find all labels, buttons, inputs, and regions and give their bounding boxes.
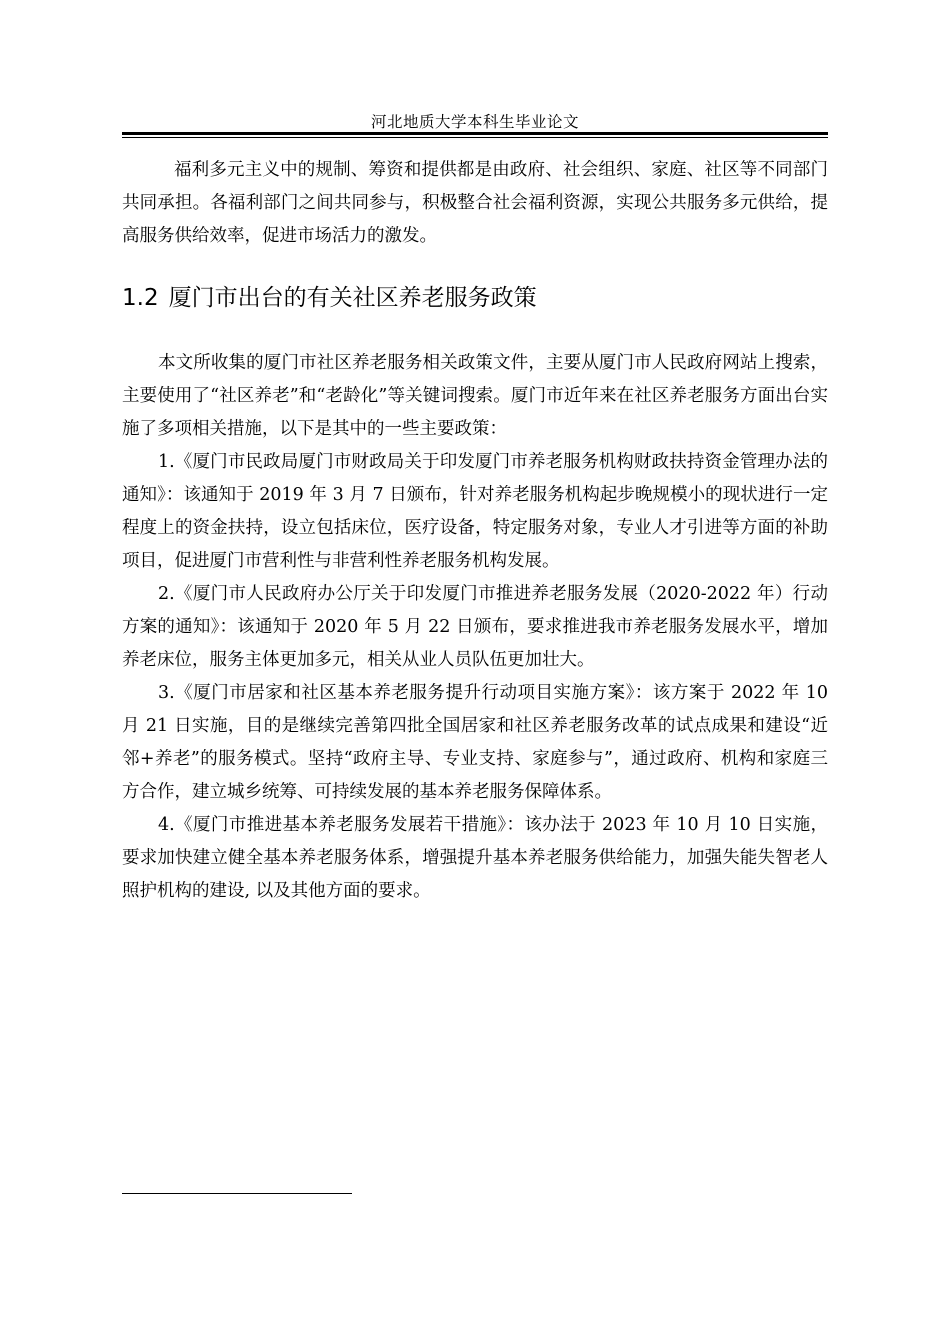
section-number: 1.2 <box>122 285 159 311</box>
header-rule-thick <box>122 132 828 135</box>
policy-intro-paragraph: 本文所收集的厦门市社区养老服务相关政策文件，主要从厦门市人民政府网站上搜索，主要使用了“社区养老”和“老龄化”等关键词搜索。厦门市近年来在社区养老服务方面出台实施了多项相关措施，以下是其中的一些主要政策： <box>122 353 828 439</box>
policy-item-3: 3.《厦门市居家和社区基本养老服务提升行动项目实施方案》：该方案于 2022 年 10 月 21 日实施，目的是继续完善第四批全国居家和社区养老服务改革的试点成果和建设“近邻+养老”的服务模式。坚持“政府主导、专业支持、家庭参与”，通过政府、机构和家庭三方合作，建立城乡统筹、可持续发展的基本养老服务保障体系。 <box>122 683 828 802</box>
running-header: 河北地质大学本科生毕业论文 <box>370 113 579 131</box>
policy-item-2: 2.《厦门市人民政府办公厅关于印发厦门市推进养老服务发展（2020-2022 年）行动方案的通知》：该通知于 2020 年 5 月 22 日颁布，要求推进我市养老服务发展水平，增加养老床位，服务主体更加多元，相关从业人员队伍更加壮大。 <box>122 584 828 670</box>
section-heading <box>122 280 828 316</box>
intro-paragraph: 福利多元主义中的规制、筹资和提供都是由政府、社会组织、家庭、社区等不同部门共同承担。各福利部门之间共同参与，积极整合社会福利资源，实现公共服务多元供给，提高服务供给效率，促进市场活力的激发。 <box>122 160 828 246</box>
policy-item-4: 4.《厦门市推进基本养老服务发展若干措施》：该办法于 2023 年 10 月 10 日实施，要求加快建立健全基本养老服务体系，增强提升基本养老服务供给能力，加强失能失智老人照护机构的建设, 以及其他方面的要求。 <box>122 815 828 901</box>
header-rule-thin <box>122 137 828 138</box>
footnote-separator <box>122 1193 352 1194</box>
section-title: 厦门市出台的有关社区养老服务政策 <box>168 285 537 311</box>
policy-section-body <box>122 347 828 908</box>
policy-item-1: 1.《厦门市民政局厦门市财政局关于印发厦门市养老服务机构财政扶持资金管理办法的通知》：该通知于 2019 年 3 月 7 日颁布，针对养老服务机构起步晚规模小的现状进行一定程度上的资金扶持，设立包括床位，医疗设备，特定服务对象，专业人才引进等方面的补助项目，促进厦门市营利性与非营利性养老服务机构发展。 <box>122 452 828 571</box>
